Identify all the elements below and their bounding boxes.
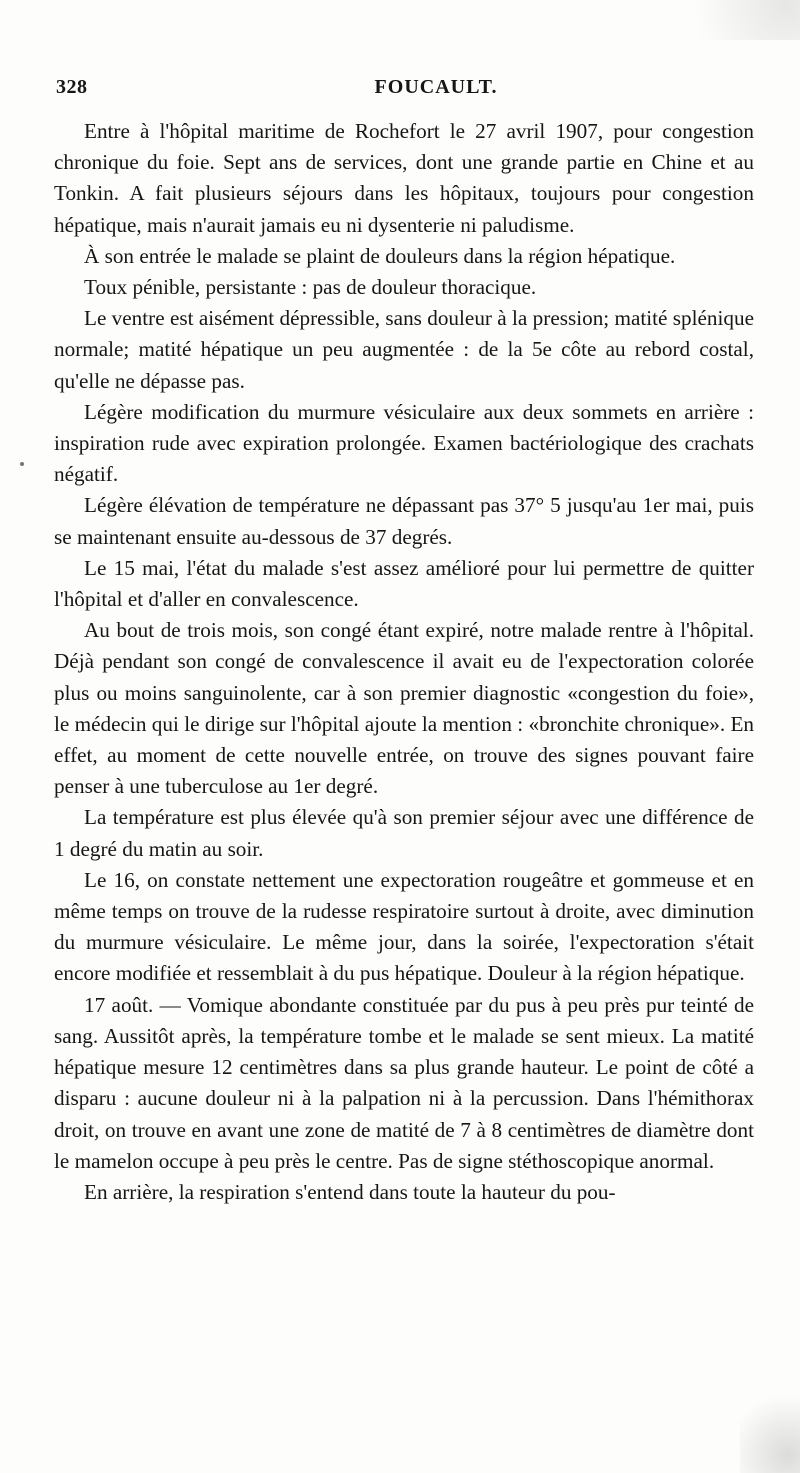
scan-noise-corner [740, 1383, 800, 1473]
paragraph: Le ventre est aisément dépressible, sans douleur à la pression; matité splénique normale; matité hépatique un peu augmentée : de la 5e côte au rebord costal, qu'elle ne dépasse pas. [54, 306, 754, 393]
paragraph: Au bout de trois mois, son congé étant expiré, notre malade rentre à l'hôpital. Déjà pendant son congé de convalescence il avait eu de l'expectoration colorée plus ou moins sanguinolente, car à son premier diagnostic «congestion du foie», le médecin qui le dirige sur l'hôpital ajoute la mention : «bronchite chronique». En effet, au moment de cette nouvelle entrée, on trouve des signes pouvant faire penser à une tuberculose au 1er degré. [54, 618, 754, 799]
paragraph: Le 15 mai, l'état du malade s'est assez amélioré pour lui permettre de quitter l'hôpital et d'aller en convalescence. [54, 555, 754, 612]
paragraph: À son entrée le malade se plaint de douleurs dans la région hépatique. [84, 243, 676, 268]
page-number: 328 [56, 76, 88, 98]
paragraph: 17 août. — Vomique abondante constituée par du pus à peu près pur teinté de sang. Aussitôt après, la température tombe et le malade se sent mieux. La matité hépatique mesure 12 centimètres dans sa plus grande hauteur. Le point de côté a disparu : aucune douleur ni à la palpation ni à la percussion. Dans l'hémithorax droit, on trouve en avant une zone de matité de 7 à 8 centimètres de diamètre dont le mamelon occupe à peu près le centre. Pas de signe stéthoscopique anormal. [54, 992, 754, 1173]
paragraph: Légère modification du murmure vésiculaire aux deux sommets en arrière : inspiration rude avec expiration prolongée. Examen bactériologique des crachats négatif. [54, 399, 754, 487]
margin-dot [20, 462, 24, 466]
page-header [56, 76, 756, 106]
scan-noise-top [660, 0, 800, 40]
paragraph: Le 16, on constate nettement une expectoration rougeâtre et gommeuse et en même temps on trouve de la rudesse respiratoire surtout à droite, avec diminution du murmure vésiculaire. Le même jour, dans la soirée, l'expectoration s'était encore modifiée et ressemblait à du pus hépatique. Douleur à la région hépatique. [54, 867, 754, 986]
paragraph: La température est plus élevée qu'à son premier séjour avec une différence de 1 degré du matin au soir. [54, 805, 754, 861]
paragraph: En arrière, la respiration s'entend dans toute la hauteur du pou- [84, 1179, 616, 1204]
paragraph: Entre à l'hôpital maritime de Rochefort le 27 avril 1907, pour congestion chronique du foie. Sept ans de services, dont une grande partie en Chine et au Tonkin. A fait plusieurs séjours dans les hôpitaux, toujours pour congestion hépatique, mais n'aurait jamais eu ni dysenterie ni paludisme. [54, 119, 754, 237]
running-head: FOUCAULT. [374, 76, 498, 98]
body-text [54, 116, 754, 1208]
paragraph: Légère élévation de température ne dépassant pas 37° 5 jusqu'au 1er mai, puis se maintenant ensuite au-dessous de 37 degrés. [54, 493, 754, 549]
paragraph: Toux pénible, persistante : pas de douleur thoracique. [84, 275, 537, 300]
